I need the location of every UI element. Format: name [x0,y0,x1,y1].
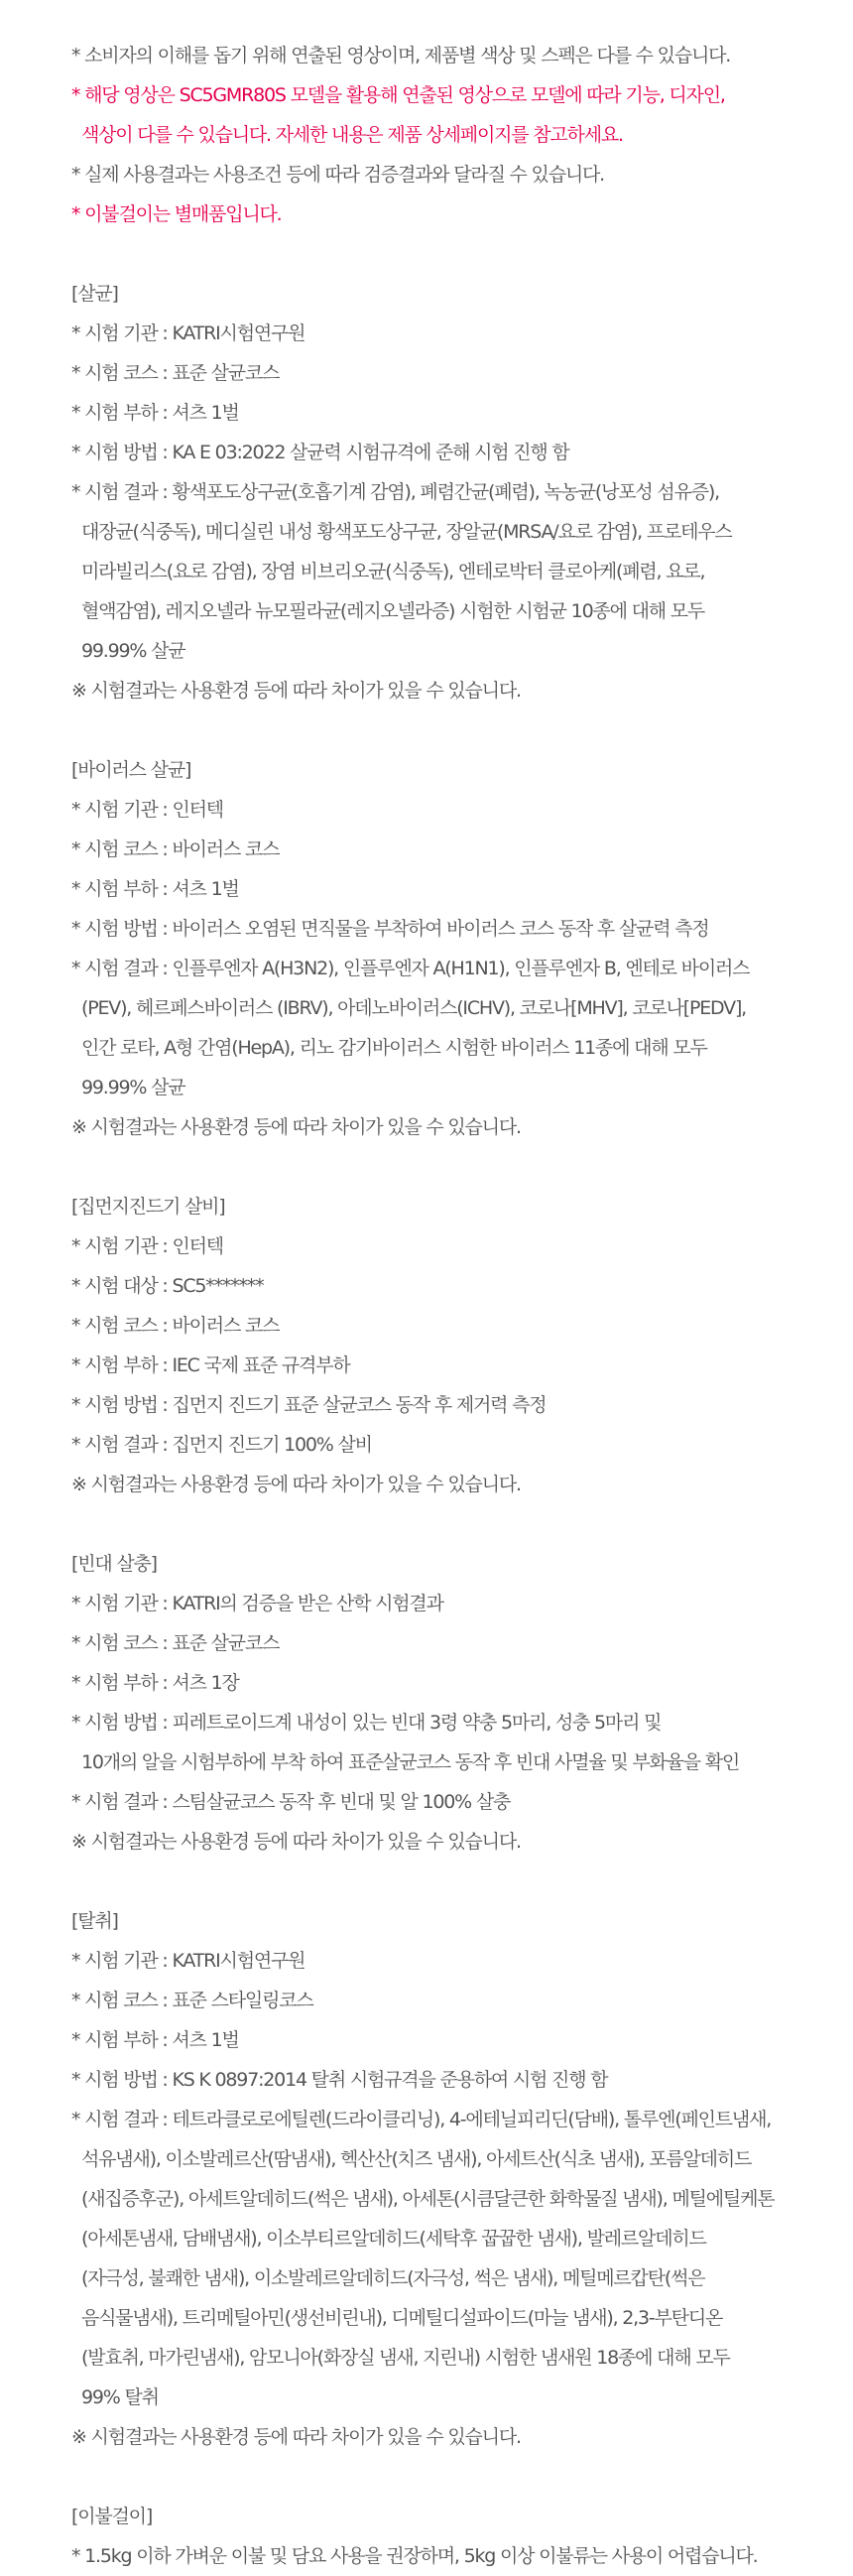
notice-section [71,234,853,710]
notice-line-continuation: (발효취, 마가린냄새), 암모니아(화장실 냄새, 지린내) 시험한 냄새원 18종에 대해 모두 [81,2347,730,2369]
notice-line: * 시험 코스 : 표준 살균코스 [71,362,280,384]
notice-line: ※ 시험결과는 사용환경 등에 따라 차이가 있을 수 있습니다. [71,2426,521,2448]
notice-line-continuation: 혈액감염), 레지오넬라 뉴모필라균(레지오넬라증) 시험한 시험균 10종에 대해 모두 [81,600,705,622]
notice-line: * 소비자의 이해를 돕기 위해 연출된 영상이며, 제품별 색상 및 스펙은 다를 수 있습니다. [71,45,731,66]
notice-line: * 시험 코스 : 표준 살균코스 [71,1632,280,1654]
section-spacer [71,1147,853,1187]
notice-line: ※ 시험결과는 사용환경 등에 따라 차이가 있을 수 있습니다. [71,680,521,702]
notice-line-continuation: 대장균(식중독), 메디실린 내성 황색포도상구균, 장알균(MRSA/요로 감염), 프로테우스 [81,521,732,543]
section-spacer [71,1504,853,1544]
notice-line: * 시험 결과 : 인플루엔자 A(H3N2), 인플루엔자 A(H1N1), 인플루엔자 B, 엔테로 바이러스 [71,958,750,979]
section-heading: [탈취] [71,1910,118,1932]
notice-section [71,1504,853,1862]
notice-line: * 시험 결과 : 테트라클로로에틸렌(드라이클리닝), 4-에테닐피리딘(담배), 톨루엔(페인트냄새, [71,2109,772,2130]
notice-line-continuation: (자극성, 불쾌한 냄새), 이소발레르알데히드(자극성, 썩은 냄새), 메틸메르캅탄(썩은 [81,2267,705,2289]
notice-line: * 시험 부하 : 셔츠 1벌 [71,2029,239,2051]
notice-line: * 시험 방법 : 집먼지 진드기 표준 살균코스 동작 후 제거력 측정 [71,1394,547,1416]
notice-line-continuation: (새집증후군), 아세트알데히드(썩은 냄새), 아세톤(시큼달큰한 화학물질 냄새), 메틸에틸케톤 [81,2188,775,2210]
notice-line-continuation: 인간 로타, A형 간염(HepA), 리노 감기바이러스 시험한 바이러스 11종에 대해 모두 [81,1037,707,1059]
notice-line-continuation: 음식물냄새), 트리메틸아민(생선비린내), 디메틸디설파이드(마늘 냄새), 2,3-부탄디온 [81,2307,723,2329]
section-heading: [빈대 살충] [71,1553,157,1575]
notice-line: * 시험 부하 : 셔츠 1벌 [71,878,239,900]
notice-line: * 시험 코스 : 바이러스 코스 [71,838,280,860]
section-heading: [바이러스 살균] [71,759,191,781]
notice-section [71,1862,853,2457]
section-heading: [살균] [71,283,118,305]
notice-line: * 시험 방법 : KA E 03:2022 살균력 시험규격에 준해 시험 진행 함 [71,442,569,463]
notice-line: * 이불걸이는 별매품입니다. [71,203,282,225]
notice-line: * 시험 부하 : IEC 국제 표준 규격부하 [71,1354,350,1376]
notice-line: * 시험 결과 : 스팀살균코스 동작 후 빈대 및 알 100% 살충 [71,1791,511,1813]
notice-line-continuation: (아세톤냄새, 담배냄새), 이소부티르알데히드(세탁후 꿉꿉한 냄새), 발레르알데히드 [81,2228,706,2250]
notice-line-continuation: 10개의 알을 시험부하에 부착 하여 표준살균코스 동작 후 빈대 사멸율 및 부화율을 확인 [81,1751,740,1773]
notice-line: * 시험 방법 : 피레트로이드계 내성이 있는 빈대 3령 약충 5마리, 성충 5마리 및 [71,1712,662,1734]
notice-line: * 시험 기관 : KATRI시험연구원 [71,322,305,344]
notice-line: * 시험 방법 : 바이러스 오염된 면직물을 부착하여 바이러스 코스 동작 후 살균력 측정 [71,918,709,940]
notice-line: ※ 시험결과는 사용환경 등에 따라 차이가 있을 수 있습니다. [71,1831,521,1853]
notice-section [71,1147,853,1504]
notice-line: * 시험 대상 : SC5******* [71,1275,264,1297]
notice-section [71,710,853,1147]
notice-line: * 시험 부하 : 셔츠 1벌 [71,402,239,424]
notice-line: * 시험 부하 : 셔츠 1장 [71,1672,239,1694]
notice-section [71,36,853,234]
notice-line: * 시험 기관 : KATRI의 검증을 받은 산학 시험결과 [71,1593,443,1614]
notice-line-continuation: 99.99% 살균 [81,1077,185,1098]
notice-section [71,2457,853,2576]
section-spacer [71,2457,853,2497]
notice-line: * 시험 기관 : 인터텍 [71,799,223,821]
notice-line-continuation: 99.99% 살균 [81,640,185,662]
notice-line: * 시험 기관 : 인터텍 [71,1235,223,1257]
notice-line: ※ 시험결과는 사용환경 등에 따라 차이가 있을 수 있습니다. [71,1116,521,1138]
notice-line-continuation: 색상이 다를 수 있습니다. 자세한 내용은 제품 상세페이지를 참고하세요. [81,124,623,146]
notice-line: ※ 시험결과는 사용환경 등에 따라 차이가 있을 수 있습니다. [71,1474,521,1495]
notice-line: * 시험 방법 : KS K 0897:2014 탈취 시험규격을 준용하여 시험 진행 함 [71,2069,608,2091]
notice-line-continuation: 99% 탈취 [81,2386,159,2408]
notice-line: * 시험 기관 : KATRI시험연구원 [71,1950,305,1972]
notice-line: * 실제 사용결과는 사용조건 등에 따라 검증결과와 달라질 수 있습니다. [71,164,605,186]
notice-line: * 시험 결과 : 황색포도상구균(호흡기계 감염), 폐렴간균(폐렴), 녹농균(낭포성 섬유증), [71,481,719,503]
notice-line: * 1.5kg 이하 가벼운 이불 및 담요 사용을 권장하며, 5kg 이상 이불류는 사용이 어렵습니다. [71,2545,758,2567]
notice-line-continuation: 미라빌리스(요로 감염), 장염 비브리오균(식중독), 엔테로박터 클로아케(폐렴, 요로, [81,561,705,582]
section-spacer [71,1862,853,1901]
notice-line-continuation: 석유냄새), 이소발레르산(땀냄새), 헥산산(치즈 냄새), 아세트산(식초 냄새), 포름알데히드 [81,2148,752,2170]
notice-line: * 시험 코스 : 표준 스타일링코스 [71,1990,313,2011]
notice-line: * 시험 코스 : 바이러스 코스 [71,1315,280,1337]
notice-line-continuation: (PEV), 헤르페스바이러스 (IBRV), 아데노바이러스(ICHV), 코로나[MHV], 코로나[PEDV], [81,997,747,1019]
notice-line: * 시험 결과 : 집먼지 진드기 100% 살비 [71,1434,372,1456]
section-spacer [71,710,853,750]
section-heading: [이불걸이] [71,2506,153,2527]
notice-line: * 해당 영상은 SC5GMR80S 모델을 활용해 연출된 영상으로 모델에 따라 기능, 디자인, [71,84,725,106]
section-heading: [집먼지진드기 살비] [71,1196,225,1218]
section-spacer [71,234,853,274]
